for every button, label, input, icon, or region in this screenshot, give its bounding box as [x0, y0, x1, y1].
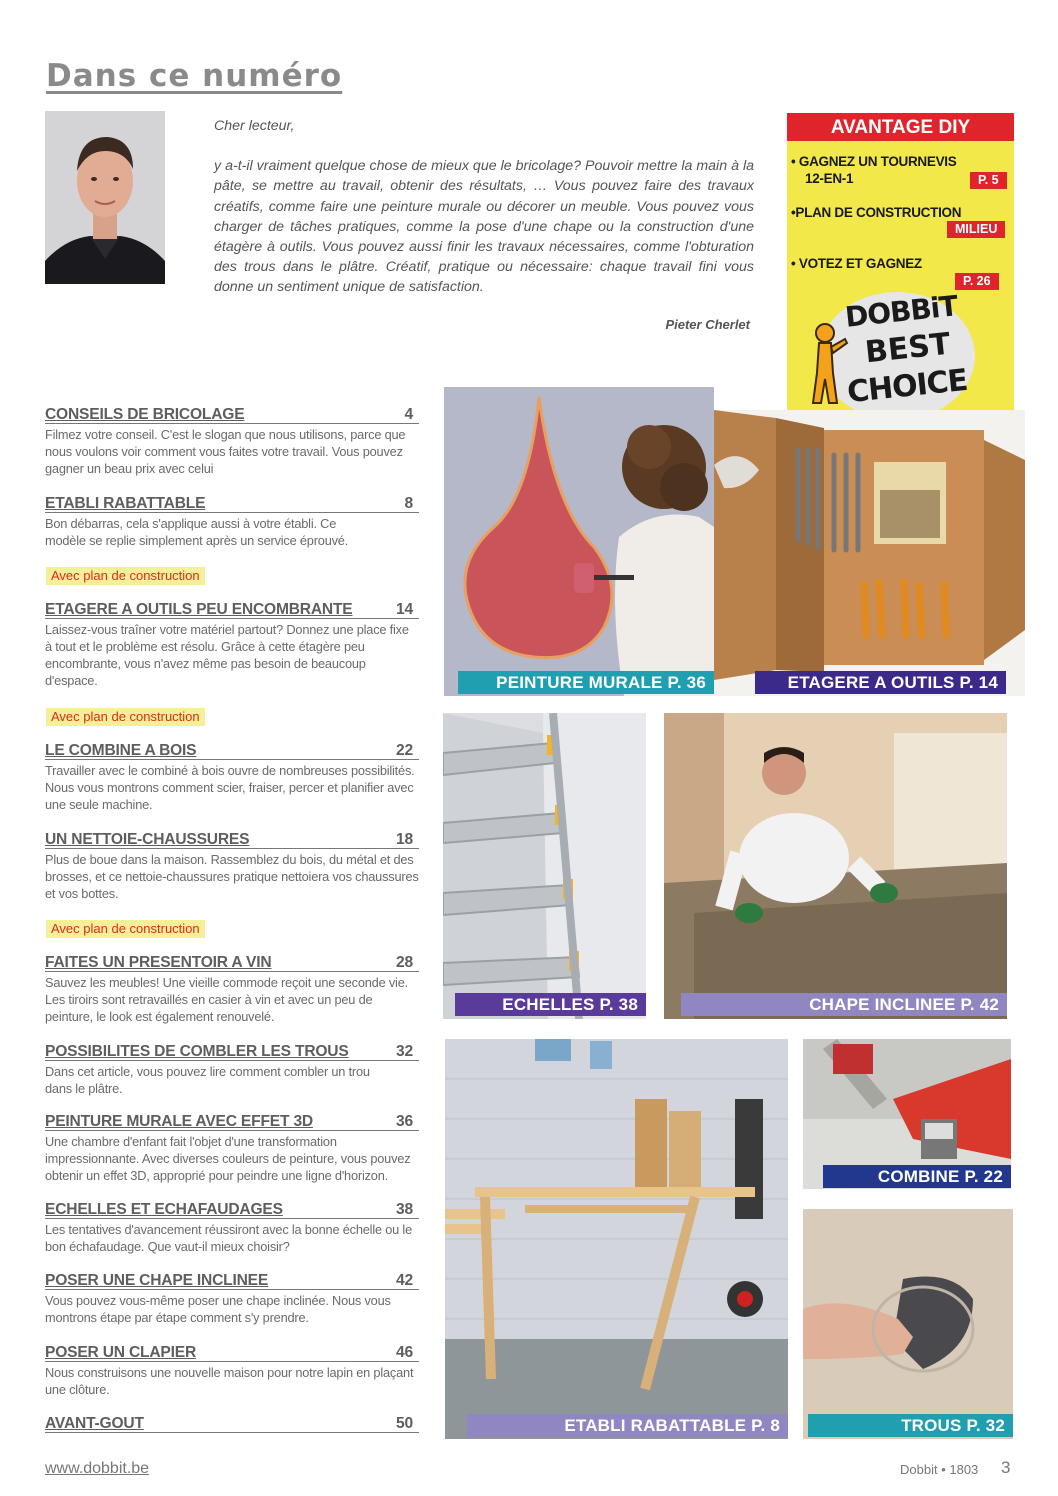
- diy-box-header: AVANTAGE DIY: [787, 113, 1014, 141]
- toc-description: Les tentatives d'avancement réussiront avec la bonne échelle ou le bon échafaudage. Que vaut-il mieux choisir?: [45, 1222, 412, 1254]
- letter-body: y a-t-il vraiment quelque chose de mieux que le bricolage? Pouvoir mettre la main à la pâte, se mettre au travail, obtenir des résultats, … Vous pouvez faire des travaux créatifs, comme faire une peinture murale ou décorer un meuble. Vous pouvez vous charger de tâches pratiques, comme la pose d'une chape ou la construction d'une étagère à outils. Vous pouvez aussi finir les travaux nécessaires, comme l'obturation des trous dans le plâtre. Créatif, pratique ou nécessaire: chaque travail fini vous donne un sentiment unique de satisfaction.: [214, 158, 754, 296]
- toc-page: 22: [396, 742, 413, 759]
- toc-description: Laissez-vous traîner votre matériel partout? Donnez une place fixe à tout et le problème est résolu. Grâce à cette étagère peu encombrante, vous n'avez même pas besoin de beaucoup d'espace.: [45, 622, 409, 688]
- toc-page: 36: [396, 1113, 413, 1130]
- toc-description: Sauvez les meubles! Une vieille commode reçoit une seconde vie. Les tiroirs sont retravaillés en casier à vin et avec un peu de peinture, le look est également renouvelé.: [45, 975, 408, 1024]
- toc-entry[interactable]: [45, 1414, 419, 1433]
- toc-description: Nous construisons une nouvelle maison pour notre lapin en plaçant une clôture.: [45, 1365, 414, 1397]
- caption-etagere: ETAGERE A OUTILS P. 14: [755, 671, 1006, 694]
- toc-entry[interactable]: [45, 741, 419, 813]
- toc-title[interactable]: CONSEILS DE BRICOLAGE: [45, 406, 245, 423]
- photo-etagere-outils[interactable]: [714, 410, 1025, 696]
- toc-page: 14: [396, 601, 413, 618]
- caption-echelles: ECHELLES P. 38: [455, 993, 646, 1016]
- page-title: Dans ce numéro: [46, 58, 343, 94]
- diy-page-badge: P. 26: [955, 273, 999, 290]
- diy-item-tournevis: • GAGNEZ UN TOURNEVIS 12-EN-1: [791, 154, 957, 186]
- letter-greeting: Cher lecteur,: [214, 118, 295, 134]
- plan-badge: Avec plan de construction: [46, 920, 205, 938]
- caption-etabli: ETABLI RABATTABLE P. 8: [467, 1414, 788, 1437]
- photo-echelles[interactable]: [443, 713, 646, 1019]
- diy-page-badge: MILIEU: [947, 221, 1005, 238]
- toc-page: 38: [396, 1201, 413, 1218]
- toc-page: 28: [396, 954, 413, 971]
- toc-page: 50: [396, 1415, 413, 1432]
- toc-entry[interactable]: [45, 830, 419, 902]
- footer-magazine-issue: Dobbit • 1803: [900, 1462, 979, 1477]
- toc-description: Plus de boue dans la maison. Rassemblez du bois, du métal et des brosses, et ce nettoie-chaussures pratique nettoiera vos chaussures et vos bottes.: [45, 852, 419, 901]
- toc-title[interactable]: ETABLI RABATTABLE: [45, 495, 206, 512]
- diy-item-plan: •PLAN DE CONSTRUCTION: [791, 205, 962, 220]
- toc-description: Travailler avec le combiné à bois ouvre de nombreuses possibilités. Nous vous montrons comment scier, fraiser, percer et planifier avec une seule machine.: [45, 763, 415, 812]
- toc-title[interactable]: UN NETTOIE-CHAUSSURES: [45, 831, 250, 848]
- toc-entry[interactable]: [45, 600, 419, 689]
- toc-entry[interactable]: [45, 405, 419, 477]
- toc-entry[interactable]: [45, 1271, 419, 1326]
- plan-badge: Avec plan de construction: [46, 567, 205, 585]
- toc-title[interactable]: FAITES UN PRESENTOIR A VIN: [45, 954, 272, 971]
- toc-entry[interactable]: [45, 1200, 419, 1255]
- toc-description: Vous pouvez vous-même poser une chape inclinée. Nous vous montrons étape par étape comment s'y prendre.: [45, 1293, 391, 1325]
- dobbit-best-choice-logo: DOBBiT BEST CHOICE: [807, 281, 987, 427]
- toc-description: Une chambre d'enfant fait l'objet d'une transformation impressionnante. Avec diverses couleurs de peinture, vous pouvez obtenir un effet 3D, approprié pour peindre une ligne d'horizon.: [45, 1134, 411, 1183]
- diy-page-badge: P. 5: [970, 172, 1007, 189]
- photo-etabli-rabattable[interactable]: [445, 1039, 788, 1439]
- photo-chape-inclinee[interactable]: [664, 713, 1007, 1019]
- caption-combine: COMBINE P. 22: [823, 1165, 1011, 1188]
- toc-description: Dans cet article, vous pouvez lire comment combler un trou dans le plâtre.: [45, 1064, 370, 1096]
- toc-entry[interactable]: [45, 953, 419, 1025]
- footer-url-link[interactable]: www.dobbit.be: [45, 1460, 150, 1477]
- photo-peinture-murale[interactable]: [444, 387, 714, 696]
- plan-badge: Avec plan de construction: [46, 708, 205, 726]
- editorial-letter: [214, 116, 754, 298]
- toc-page: 4: [404, 406, 413, 423]
- letter-signature: Pieter Cherlet: [665, 317, 750, 332]
- footer-page-number: 3: [1001, 1458, 1011, 1477]
- toc-title[interactable]: POSER UN CLAPIER: [45, 1344, 197, 1361]
- toc-description: Filmez votre conseil. C'est le slogan que nous utilisons, parce que nous voulons voir comment vous faites votre travail. Vous pouvez gagner un beau prix avec celui: [45, 427, 406, 476]
- toc-title[interactable]: LE COMBINE A BOIS: [45, 742, 197, 759]
- toc-title[interactable]: ECHELLES ET ECHAFAUDAGES: [45, 1201, 283, 1218]
- photo-combine[interactable]: [803, 1039, 1011, 1189]
- toc-page: 8: [404, 495, 413, 512]
- toc-page: 46: [396, 1344, 413, 1361]
- toc-entry[interactable]: [45, 494, 419, 549]
- diy-advantage-box: [787, 113, 1014, 430]
- toc-entry[interactable]: [45, 1112, 419, 1184]
- diy-item-vote: • VOTEZ ET GAGNEZ: [791, 256, 922, 271]
- toc-page: 42: [396, 1272, 413, 1289]
- caption-trous: TROUS P. 32: [808, 1414, 1013, 1437]
- caption-peinture: PEINTURE MURALE P. 36: [458, 671, 714, 694]
- toc-title[interactable]: PEINTURE MURALE AVEC EFFET 3D: [45, 1113, 313, 1130]
- toc-page: 32: [396, 1043, 413, 1060]
- editor-portrait: [45, 111, 165, 284]
- caption-chape: CHAPE INCLINEE P. 42: [681, 993, 1007, 1016]
- toc-entry[interactable]: [45, 1343, 419, 1398]
- toc-description: Bon débarras, cela s'applique aussi à votre établi. Ce modèle se replie simplement après un service éprouvé.: [45, 516, 349, 548]
- toc-title[interactable]: ETAGERE A OUTILS PEU ENCOMBRANTE: [45, 601, 353, 618]
- toc-page: 18: [396, 831, 413, 848]
- toc-title[interactable]: AVANT-GOUT: [45, 1415, 144, 1432]
- toc-title[interactable]: POSER UNE CHAPE INCLINEE: [45, 1272, 269, 1289]
- toc-entry[interactable]: [45, 1042, 419, 1097]
- photo-trous[interactable]: [803, 1209, 1013, 1439]
- toc-title[interactable]: POSSIBILITES DE COMBLER LES TROUS: [45, 1043, 349, 1060]
